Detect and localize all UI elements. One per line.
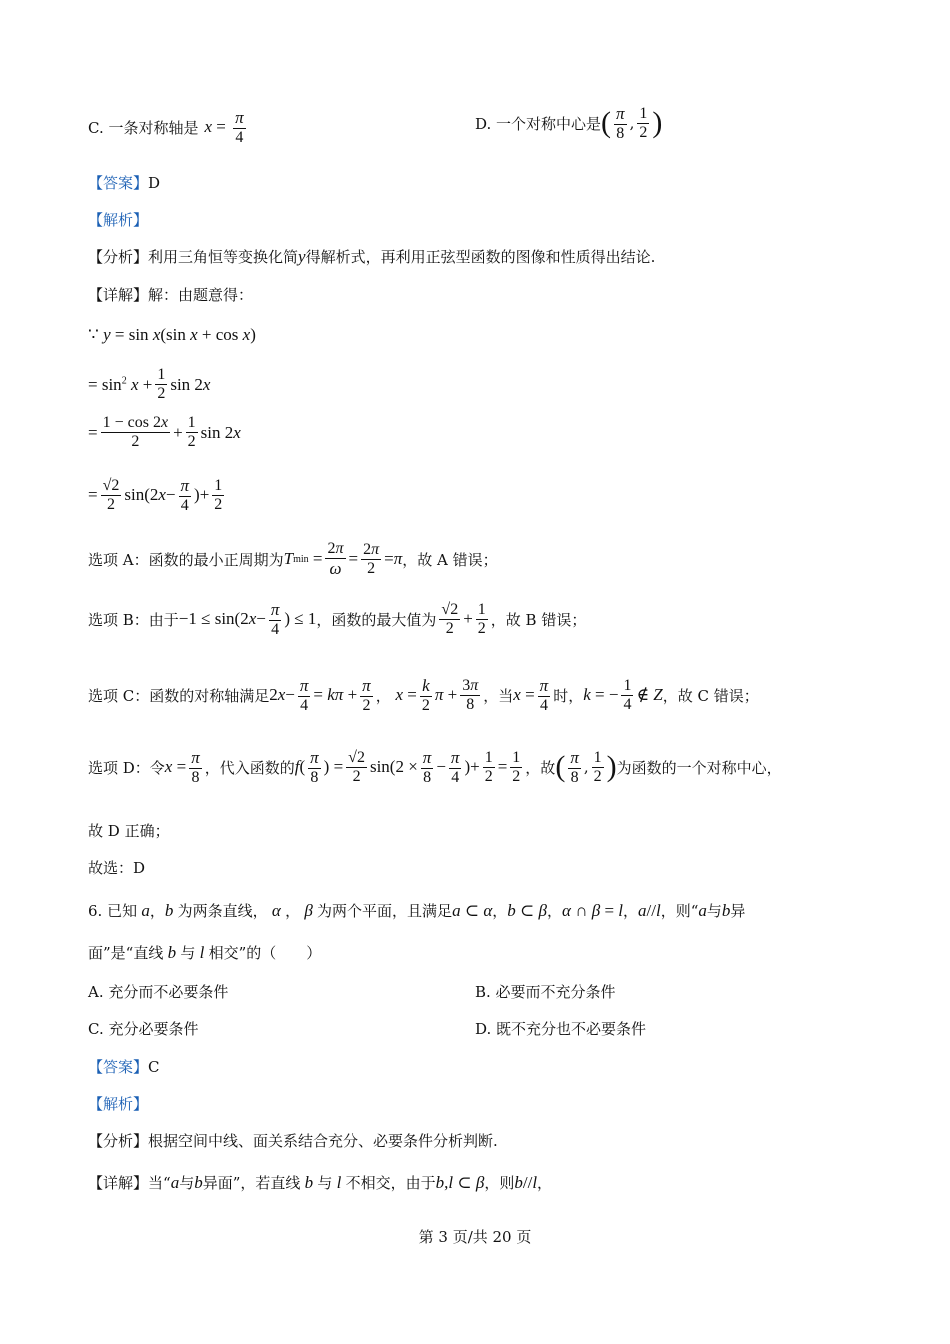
q5-solution-d: 选项 D：令 x = $\frac{\pi}{8}$ ，代入函数的 f ( $\frac{\pi}{8}$ ) = $\frac{√2}{2}$ sin(2 × $\frac{\pi}{8}$ − $\frac{\pi}{4}$ )+ $\frac{1}{2}$ = $\frac{1}{2}$ ，故 ( $\frac{\pi}{8}$ , $\frac{1}{2}$ ) 为函数的一个对称中心， — [88, 748, 782, 786]
derivation-step-4: = $\frac{√2}{2}$ sin(2 x − $\frac{\pi}{4}$ )+ $\frac{1}{2}$ — [88, 476, 223, 514]
q6-option-b: B. 必要而不充分条件 — [475, 983, 616, 1001]
q6-analysis-heading: 【解析】 — [88, 1095, 149, 1113]
q6-stem-line1: 6. 已知 a ， b 为两条直线， α ， β 为两个平面，且满足 a ⊂ α ， b ⊂ β ， α ∩ β = l ， a // l ，则“ a 与 b 异 — [88, 900, 746, 920]
q6-answer: 【答案】 C — [88, 1057, 160, 1076]
derivation-step-2: = $\sin^2$ x + $\frac{1}{2}$ sin 2 x — [88, 366, 211, 403]
q5-analysis-heading: 【解析】 — [88, 211, 149, 229]
page-footer: 第 3 页/共 20 页 — [418, 1228, 532, 1246]
q5-fenxi: 【分析】 利用三角恒等变换化简 y 得解析式，再利用正弦型函数的图像和性质得出结论. — [88, 246, 656, 266]
q6-option-a: A. 充分而不必要条件 — [88, 983, 229, 1001]
q5-option-c: C. 一条对称轴是 x = $\frac{\pi}{4}$ — [88, 108, 244, 146]
q5-solution-c: 选项 C：函数的对称轴满足 2 x − $\frac{\pi}{4}$ = kπ + $\frac{\pi}{2}$ ， x = $\frac{k}{2}$ π + $\frac{3\pi}{8}$ ，当 x = $\frac{\pi}{4}$ 时， k = − $\frac{1}{4}$ ∉ Z ，故 C 错误； — [88, 676, 759, 714]
q5-detail: 【详解】 解：由题意得： — [88, 286, 254, 304]
derivation-step-3: = $\frac{1 - \cos 2x}{2}$ + $\frac{1}{2}$ sin 2 x — [88, 414, 241, 451]
q5-solution-b: 选项 B：由于 −1 ≤ sin(2 x − $\frac{\pi}{4}$ ) ≤ 1 ，函数的最大值为 $\frac{√2}{2}$ + $\frac{1}{2}$ ，故 B 错误； — [88, 600, 587, 638]
q5-final-choice: 故选：D — [88, 859, 146, 877]
q6-detail: 【详解】 当“ a 与 b 异面”，若直线 b 与 l 不相交，由于 b , l ⊂ β ，则 b // l ， — [88, 1172, 553, 1192]
q6-option-d: D. 既不充分也不必要条件 — [475, 1020, 647, 1038]
q6-fenxi: 【分析】 根据空间中线、面关系结合充分、必要条件分析判断. — [88, 1132, 498, 1150]
q6-stem-line2: 面”是“直线 b 与 l 相交”的（ ） — [88, 942, 322, 962]
q5-solution-a: 选项 A：函数的最小正周期为 T min = $\frac{2\pi}{\omega}$ = $\frac{2\pi}{2}$ = π ，故 A 错误； — [88, 540, 498, 579]
q6-option-c: C. 充分必要条件 — [88, 1020, 199, 1038]
q5-solution-d-conclusion: 故 D 正确； — [88, 822, 170, 840]
q5-option-d: D. 一个对称中心是 ( $\frac{\pi}{8}$ , $\frac{1}{2}$ ) — [475, 104, 663, 142]
q5-answer: 【答案】 D — [88, 173, 161, 192]
derivation-step-1: ∵ y = sin x (sin x + cos x ) — [88, 325, 256, 344]
